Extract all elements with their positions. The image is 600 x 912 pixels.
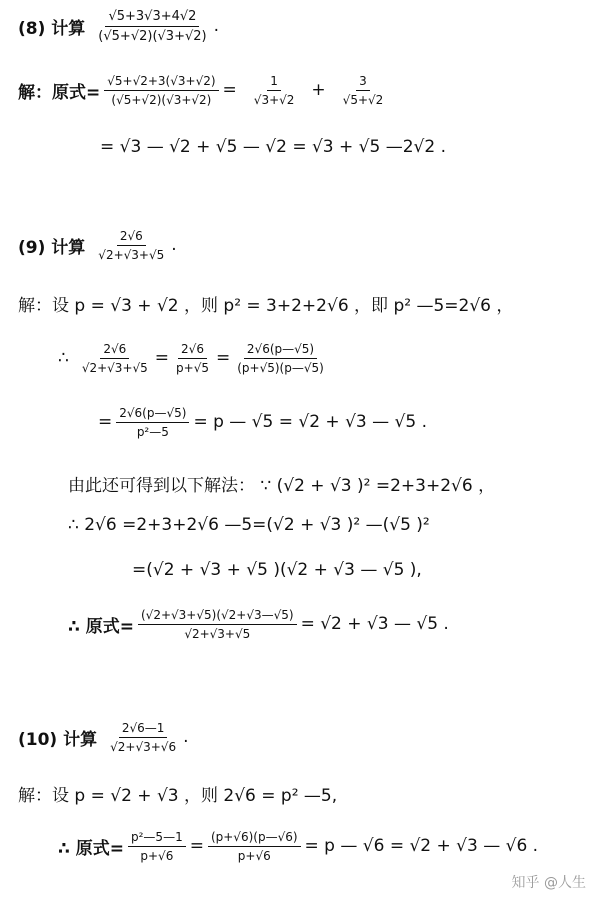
equals-sign: = [215, 348, 231, 368]
fraction-denominator: p²—5 [136, 424, 169, 439]
plus-sign: + [311, 80, 326, 100]
problem-10-label: (10) 计算 [18, 729, 98, 750]
problem-9-question [18, 225, 177, 265]
fraction-denominator: (√5+√2)(√3+√2) [98, 28, 207, 44]
solution-fraction [340, 74, 387, 107]
fraction-numerator: 2√6(p—√5) [244, 342, 317, 359]
fraction-numerator: 1 [267, 74, 281, 91]
fraction-denominator: p+√6 [140, 848, 174, 863]
solution-fraction [104, 74, 218, 107]
equals-sign: = [98, 412, 113, 432]
problem-9-alt-step-1 [68, 510, 430, 540]
fraction-denominator: (p+√5)(p—√5) [237, 360, 324, 375]
problem-8-solution-line-2 [100, 132, 446, 162]
equals-sign: = [154, 348, 170, 368]
equation-text: = √3 — √2 + √5 — √2 = √3 + √5 —2√2 . [100, 137, 446, 157]
problem-8-question [18, 10, 219, 42]
fraction-denominator: √2+√3+√5 [81, 360, 148, 375]
equation-text: 由此还可得到以下解法： ∵ (√2 + √3 )² =2+3+2√6 ， [68, 475, 496, 496]
equation-text: = √2 + √3 — √5 . [300, 614, 449, 634]
fraction-numerator: √5+√2+3(√3+√2) [104, 74, 218, 91]
problem-8-label: (8) 计算 [18, 18, 86, 39]
fraction-denominator: √2+√3+√5 [184, 626, 251, 641]
equation-text: 解：设 p = √2 + √3 ，则 2√6 = p² —5, [18, 785, 338, 806]
fraction-numerator: 3 [356, 74, 370, 91]
equals-sign: = [189, 836, 204, 856]
problem-10-solution [58, 826, 538, 866]
equation-text: =(√2 + √3 + √5 )(√2 + √3 — √5 ), [132, 560, 422, 580]
fraction-denominator: √2+√3+√6 [110, 739, 177, 754]
step-fraction [173, 342, 212, 375]
fraction-denominator: √2+√3+√5 [98, 247, 165, 262]
equation-text: = p — √6 = √2 + √3 — √6 . [304, 836, 539, 856]
watermark: 知乎 @人生 [511, 875, 586, 891]
problem-8-solution-line-1 [18, 70, 390, 110]
solution-fraction [251, 74, 298, 107]
fraction-numerator: 2√6 [178, 342, 207, 359]
fraction-numerator: 2√6 [100, 342, 129, 359]
step-fraction [79, 342, 151, 375]
problem-8-fraction [95, 9, 209, 44]
problem-9-substitution [18, 288, 513, 318]
fraction-numerator: (p+√6)(p—√6) [208, 830, 301, 847]
period: . [171, 235, 177, 255]
final-fraction [138, 608, 297, 641]
therefore-symbol: ∴ [58, 348, 69, 368]
period: . [183, 727, 189, 747]
final-prefix: ∴ 原式= [68, 616, 134, 637]
solution-prefix: 解：原式= [18, 82, 101, 103]
solution-fraction [128, 830, 186, 863]
fraction-denominator: √5+√2 [342, 92, 384, 107]
problem-9-step-2 [98, 402, 427, 442]
fraction-numerator: √5+3√3+4√2 [105, 9, 199, 27]
equation-text: ∴ 2√6 =2+3+2√6 —5=(√2 + √3 )² —(√5 )² [68, 515, 430, 535]
fraction-numerator: 2√6—1 [119, 721, 168, 738]
problem-10-substitution [18, 778, 337, 808]
equals-sign: = [222, 80, 237, 100]
problem-10-fraction [107, 721, 179, 754]
problem-9-final [68, 604, 449, 644]
problem-9-alt-method [68, 468, 495, 498]
step-fraction [234, 342, 327, 375]
fraction-denominator: (√5+√2)(√3+√2) [111, 92, 212, 107]
fraction-denominator: p+√5 [176, 360, 209, 375]
period: . [213, 16, 219, 36]
problem-9-alt-step-2 [132, 555, 422, 585]
fraction-numerator: 2√6(p—√5) [116, 406, 189, 423]
problem-9-label: (9) 计算 [18, 237, 86, 258]
fraction-numerator: (√2+√3+√5)(√2+√3—√5) [138, 608, 297, 625]
equation-text: = p — √5 = √2 + √3 — √5 . [193, 412, 427, 432]
problem-9-fraction [95, 229, 167, 262]
fraction-numerator: 2√6 [117, 229, 146, 246]
fraction-numerator: p²—5—1 [128, 830, 186, 847]
solution-prefix: ∴ 原式= [58, 838, 124, 859]
problem-10-question [18, 717, 188, 757]
solution-fraction [208, 830, 301, 863]
step-fraction [116, 406, 189, 439]
equation-text: 解：设 p = √3 + √2 ，则 p² = 3+2+2√6 ，即 p² —5=2√6 ， [18, 295, 514, 316]
fraction-denominator: p+√6 [237, 848, 271, 863]
problem-9-step-1 [58, 338, 331, 378]
fraction-denominator: √3+√2 [253, 92, 295, 107]
